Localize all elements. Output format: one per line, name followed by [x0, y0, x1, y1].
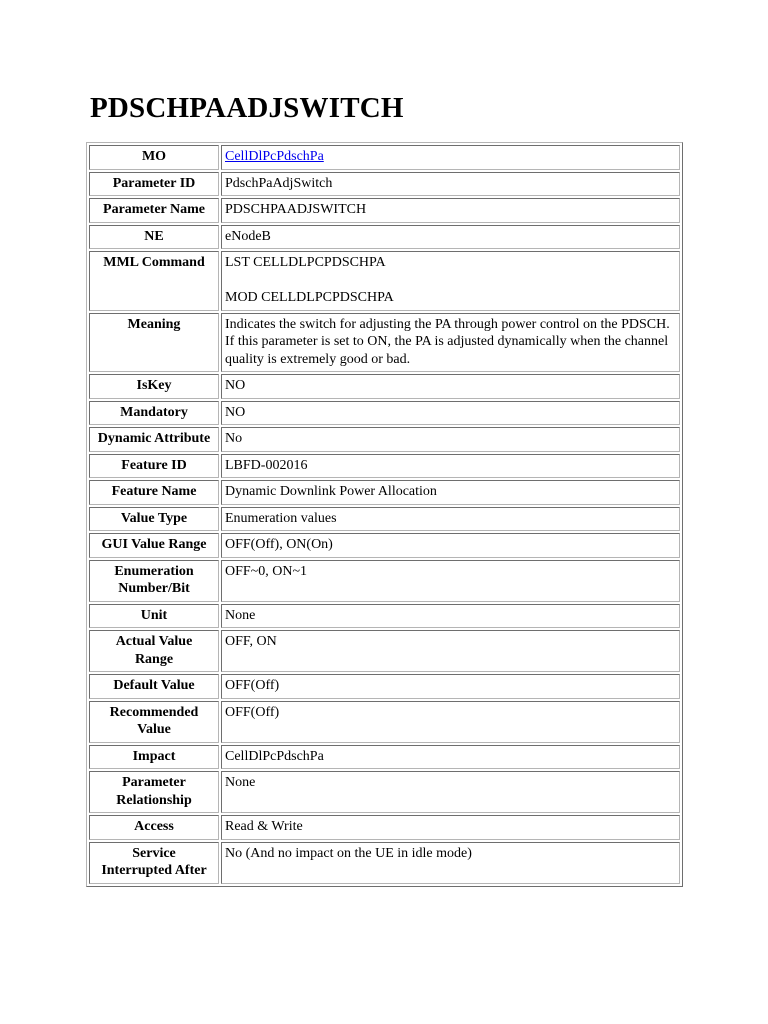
impact-label: Impact — [89, 745, 219, 770]
mml-command-lst: LST CELLDLPCPDSCHPA — [225, 255, 386, 270]
access-value: Read & Write — [221, 815, 680, 840]
meaning-value: Indicates the switch for adjusting the PA through power control on the PDSCH. If this parameter is set to ON, the PA is adjusted dynamically when the channel quality is extremely good or bad. — [221, 313, 680, 373]
impact-value: CellDlPcPdschPa — [221, 745, 680, 770]
dynamic-attribute-label: Dynamic Attribute — [89, 427, 219, 452]
label-line: Parameter — [122, 775, 186, 790]
value-type-label: Value Type — [89, 507, 219, 532]
access-label: Access — [89, 815, 219, 840]
enumeration-number-bit-label — [89, 560, 219, 602]
unit-label: Unit — [89, 604, 219, 629]
label-line: Number/Bit — [118, 581, 190, 596]
row-impact — [89, 745, 680, 770]
meaning-label: Meaning — [89, 313, 219, 373]
row-service-interrupted-after — [89, 842, 680, 884]
ne-label: NE — [89, 225, 219, 250]
label-line: Relationship — [116, 792, 192, 808]
label-line: Range — [134, 651, 174, 667]
mo-link[interactable]: CellDlPcPdschPa — [225, 149, 324, 164]
parameter-id-value: PdschPaAdjSwitch — [221, 172, 680, 197]
label-line: Service — [132, 845, 176, 861]
label-line: Value — [137, 722, 171, 737]
parameter-relationship-label — [89, 771, 219, 813]
row-parameter-id — [89, 172, 680, 197]
default-value-value: OFF(Off) — [221, 674, 680, 699]
row-dynamic-attribute — [89, 427, 680, 452]
row-value-type — [89, 507, 680, 532]
row-parameter-relationship — [89, 771, 680, 813]
label-line: Recommended — [109, 704, 199, 720]
row-feature-name — [89, 480, 680, 505]
page-title: PDSCHPAADJSWITCH — [90, 92, 404, 124]
mml-command-mod: MOD CELLDLPCPDSCHPA — [225, 290, 394, 305]
row-iskey — [89, 374, 680, 399]
mandatory-value: NO — [221, 401, 680, 426]
row-meaning — [89, 313, 680, 373]
service-interrupted-after-value: No (And no impact on the UE in idle mode) — [221, 842, 680, 884]
label-line: Actual Value — [115, 634, 193, 649]
gui-value-range-value: OFF(Off), ON(On) — [221, 533, 680, 558]
parameter-name-value: PDSCHPAADJSWITCH — [221, 198, 680, 223]
parameter-id-label: Parameter ID — [89, 172, 219, 197]
row-gui-value-range — [89, 533, 680, 558]
label-line: Enumeration — [114, 563, 194, 579]
actual-value-range-value: OFF, ON — [221, 630, 680, 672]
row-parameter-name — [89, 198, 680, 223]
recommended-value-label — [89, 701, 219, 743]
default-value-label: Default Value — [89, 674, 219, 699]
parameter-relationship-value: None — [221, 771, 680, 813]
enumeration-number-bit-value: OFF~0, ON~1 — [221, 560, 680, 602]
label-line: Interrupted After — [101, 863, 207, 878]
dynamic-attribute-value: No — [221, 427, 680, 452]
row-mandatory — [89, 401, 680, 426]
row-ne — [89, 225, 680, 250]
row-feature-id — [89, 454, 680, 479]
row-enumeration-number-bit — [89, 560, 680, 602]
iskey-label: IsKey — [89, 374, 219, 399]
service-interrupted-after-label — [89, 842, 219, 884]
row-actual-value-range — [89, 630, 680, 672]
iskey-value: NO — [221, 374, 680, 399]
unit-value: None — [221, 604, 680, 629]
feature-id-value: LBFD-002016 — [221, 454, 680, 479]
ne-value: eNodeB — [221, 225, 680, 250]
actual-value-range-label — [89, 630, 219, 672]
row-mo — [89, 145, 680, 170]
parameter-table — [86, 142, 683, 887]
row-default-value — [89, 674, 680, 699]
mml-command-label: MML Command — [89, 251, 219, 311]
feature-id-label: Feature ID — [89, 454, 219, 479]
value-type-value: Enumeration values — [221, 507, 680, 532]
feature-name-value: Dynamic Downlink Power Allocation — [221, 480, 680, 505]
gui-value-range-label: GUI Value Range — [89, 533, 219, 558]
row-access — [89, 815, 680, 840]
row-unit — [89, 604, 680, 629]
parameter-name-label: Parameter Name — [89, 198, 219, 223]
mandatory-label: Mandatory — [89, 401, 219, 426]
feature-name-label: Feature Name — [89, 480, 219, 505]
row-recommended-value — [89, 701, 680, 743]
mo-label: MO — [89, 145, 219, 170]
recommended-value-value: OFF(Off) — [221, 701, 680, 743]
row-mml-command — [89, 251, 680, 311]
